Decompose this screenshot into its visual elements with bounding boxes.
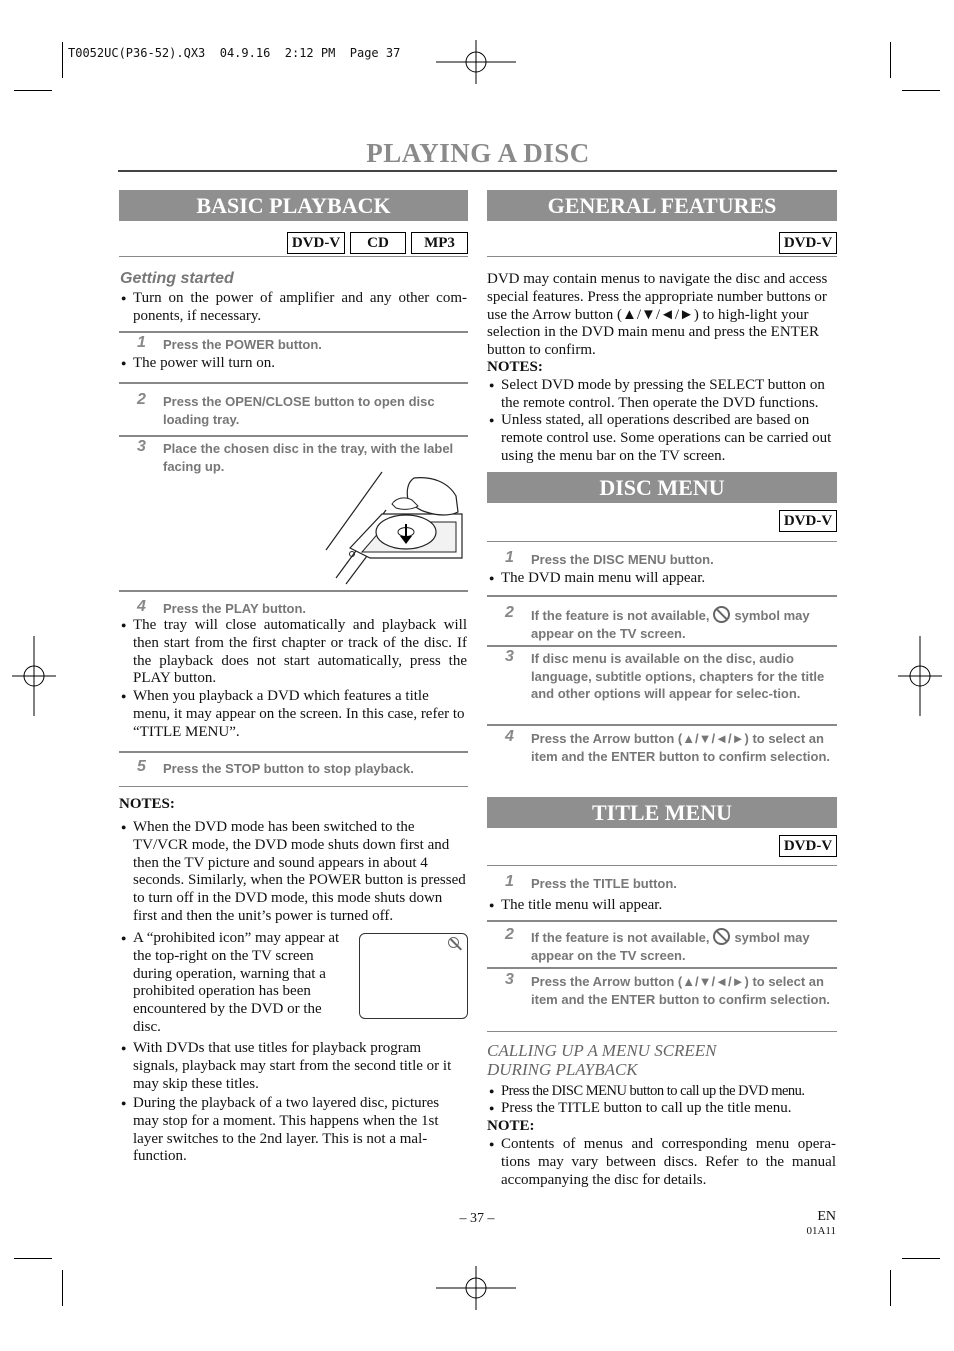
step-text: If disc menu is available on the disc, audio language, subtitle options, chapters for the title and other options will appear for selec-tion. — [531, 651, 825, 702]
calling-bullet: ● Press the DISC MENU button to call up the DVD menu. — [487, 1083, 846, 1101]
step-divider — [119, 751, 468, 753]
notes-label: NOTES: — [487, 359, 543, 375]
badge-dvd-v: DVD-V — [287, 232, 345, 254]
registration-mark-top — [436, 40, 516, 84]
note-item: ● During the playback of a two layered disc, pictures may stop for a moment. This happens when the 1st layer switches to the 2nd layer. This is not a mal-function. — [119, 1095, 467, 1166]
crop-mark — [890, 1270, 891, 1306]
notes-label: NOTES: — [119, 796, 175, 812]
disc-menu-step-1 — [487, 551, 831, 569]
calling-up-heading — [487, 1041, 717, 1079]
prohibited-icon — [713, 606, 730, 623]
step-5 — [119, 760, 483, 778]
divider — [487, 541, 837, 542]
step-divider — [119, 590, 468, 592]
step-text: symbol may appear on the TV screen. — [531, 930, 810, 963]
step-4 — [119, 600, 463, 618]
crop-mark — [902, 1258, 940, 1259]
divider — [487, 1031, 837, 1032]
page-number: – 37 – — [459, 1211, 495, 1226]
basic-playback-heading: BASIC PLAYBACK — [119, 190, 468, 221]
crop-mark — [14, 90, 52, 91]
disc-menu-step-3 — [487, 650, 837, 703]
step-text: If the feature is not available, — [531, 608, 710, 623]
language-code: EN — [817, 1209, 836, 1224]
disc-menu-step-4 — [487, 730, 837, 765]
step-number: 1 — [505, 873, 514, 890]
divider — [119, 786, 468, 787]
step-1-bullet: ● The power will turn on. — [119, 355, 467, 373]
step-4-bullet: ● The tray will close automatically and playback will then start from the first chapter or track of the disc. If the playback does not start automatically, press the PLAY button. — [119, 617, 467, 688]
step-number: 4 — [137, 598, 146, 615]
step-1 — [119, 336, 463, 354]
step-number: 3 — [505, 971, 514, 988]
step-text: symbol may appear on the TV screen. — [531, 608, 810, 641]
step-divider — [487, 967, 837, 969]
title-menu-step-1 — [487, 875, 831, 893]
title-menu-step-2 — [487, 928, 837, 964]
note-item: ● Select DVD mode by pressing the SELECT button on the remote control. Then operate the DVD functions. — [487, 377, 836, 413]
note-item: ● When the DVD mode has been switched to the TV/VCR mode, the DVD mode shuts down first and then the TV picture and sound appears in about 4 seconds. Similarly, when the POWER button is pressed to turn off in the DVD mode, this mode shuts down first and then the unit’s power is turned off. — [119, 819, 467, 926]
title-menu-heading: TITLE MENU — [487, 797, 837, 828]
step-1-bullet: ● The title menu will appear. — [487, 897, 836, 915]
page-title: PLAYING A DISC — [366, 138, 590, 168]
badge-dvd-v: DVD-V — [779, 835, 837, 857]
note-item: ● A “prohibited icon” may appear at the top-right on the TV screen during operation, warning that a prohibited operation has been encountered by the DVD or the disc. — [119, 930, 347, 1037]
step-text: Press the TITLE button. — [531, 876, 677, 891]
disc-menu-heading: DISC MENU — [487, 472, 837, 503]
badge-mp3: MP3 — [411, 232, 468, 254]
note-item: ● Contents of menus and corresponding menu opera-tions may vary between discs. Refer to the manual accompanying the disc for details. — [487, 1136, 836, 1189]
registration-mark-bottom — [436, 1266, 516, 1310]
divider — [119, 256, 468, 257]
prohibited-icon — [448, 937, 459, 948]
crop-mark — [62, 42, 63, 78]
step-text: Press the OPEN/CLOSE button to open disc loading tray. — [163, 394, 435, 427]
tv-screen-illustration — [359, 933, 468, 1019]
note-label: NOTE: — [487, 1118, 535, 1134]
step-divider — [487, 724, 837, 726]
step-number: 2 — [137, 391, 146, 408]
step-divider — [119, 435, 468, 437]
step-divider — [487, 645, 837, 647]
step-text: Press the STOP button to stop playback. — [163, 761, 414, 776]
step-divider — [119, 382, 468, 384]
step-divider — [119, 331, 468, 333]
step-divider — [487, 595, 837, 597]
step-text: Press the Arrow button (▲/▼/◄/►) to select an item and the ENTER button to confirm selection. — [531, 974, 831, 1007]
divider — [487, 865, 837, 866]
step-1-bullet: ● The DVD main menu will appear. — [487, 570, 836, 588]
step-text: Press the DISC MENU button. — [531, 552, 714, 567]
step-number: 3 — [505, 648, 514, 665]
note-item: ● Unless stated, all operations described are based on remote control use. Some operations can be carried out using the menu bar on the TV screen. — [487, 412, 836, 465]
title-menu-step-3 — [487, 973, 837, 1008]
step-number: 3 — [137, 438, 146, 455]
disc-menu-step-2 — [487, 606, 837, 642]
step-text: Place the chosen disc in the tray, with the label facing up. — [163, 441, 454, 474]
step-text: Press the PLAY button. — [163, 601, 307, 616]
prohibited-icon — [713, 928, 730, 945]
crop-mark — [902, 90, 940, 91]
registration-mark-left — [12, 636, 56, 716]
step-divider — [487, 920, 837, 922]
getting-started-heading: Getting started — [120, 270, 234, 287]
title-rule — [118, 170, 837, 172]
step-number: 2 — [505, 926, 514, 943]
step-2 — [119, 393, 468, 428]
disc-tray-illustration — [322, 470, 464, 586]
calling-bullet: ● Press the TITLE button to call up the title menu. — [487, 1100, 836, 1118]
step-number: 2 — [505, 604, 514, 621]
badge-dvd-v: DVD-V — [779, 232, 837, 254]
badge-cd: CD — [350, 232, 406, 254]
step-4-bullet: ● When you playback a DVD which features a title menu, it may appear on the screen. In this case, refer to “TITLE MENU”. — [119, 688, 467, 741]
calling-up-heading-line: CALLING UP A MENU SCREEN — [487, 1041, 717, 1060]
calling-up-heading-line: DURING PLAYBACK — [487, 1060, 638, 1079]
crop-mark — [14, 1258, 52, 1259]
step-number: 1 — [505, 549, 514, 566]
file-slug: T0052UC(P36-52).QX3 04.9.16 2:12 PM Page 37 — [68, 46, 401, 60]
registration-mark-right — [898, 636, 942, 716]
note-item: ● With DVDs that use titles for playback program signals, playback may start from the second title or it may skip these titles. — [119, 1040, 467, 1093]
intro-bullet: ● Turn on the power of amplifier and any other com-ponents, if necessary. — [119, 290, 467, 326]
crop-mark — [890, 42, 891, 78]
step-number: 5 — [137, 758, 146, 775]
model-code: 01A11 — [806, 1225, 836, 1237]
general-features-intro: DVD may contain menus to navigate the disc and access special features. Press the appropriate number buttons or use the Arrow button (▲/▼/◄/►) to high-light your selection in the DVD main menu and press the ENTER button to confirm. — [487, 271, 828, 359]
general-features-heading: GENERAL FEATURES — [487, 190, 837, 221]
divider — [487, 256, 837, 257]
step-text: Press the Arrow button (▲/▼/◄/►) to select an item and the ENTER button to confirm selection. — [531, 731, 831, 764]
badge-dvd-v: DVD-V — [779, 510, 837, 532]
step-text: Press the POWER button. — [163, 337, 322, 352]
step-number: 4 — [505, 728, 514, 745]
crop-mark — [62, 1270, 63, 1306]
step-number: 1 — [137, 334, 146, 351]
step-text: If the feature is not available, — [531, 930, 710, 945]
